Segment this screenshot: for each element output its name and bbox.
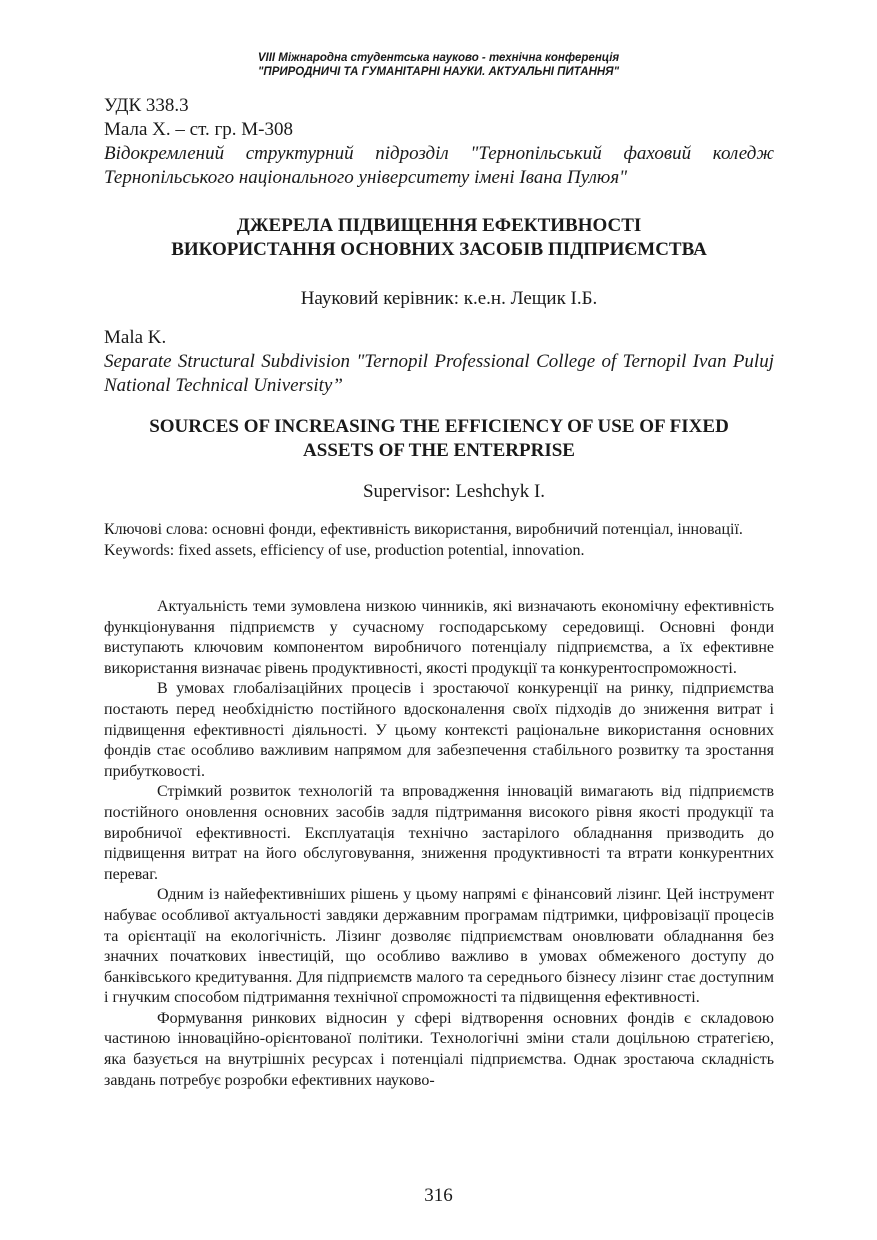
ua-title-line1: ДЖЕРЕЛА ПІДВИЩЕННЯ ЕФЕКТИВНОСТІ [236,215,642,236]
keywords-ua: Ключові слова: основні фонди, ефективність використання, виробничий потенціал, інновації. [104,521,743,538]
body-paragraph-4: Одним із найефективніших рішень у цьому напрямі є фінансовий лізинг. Цей інструмент набуває особливої актуальності завдяки державним програмам підтримки, цифровізації процесів та орієнтації на екологічність. Лізинг дозволяє підприємствам оновлювати обладнання без значних початкових інвестицій, що особливо важливо в умовах обмеженого доступу до банківського кредитування. Для підприємств малого та середнього бізнесу лізинг стає доступним і гнучким способом підтримання технічної спроможності та підвищення ефективності. [104,886,774,1007]
ua-supervisor: Науковий керівник: к.е.н. Лещик І.Б. [300,288,598,309]
body-paragraph-5: Формування ринкових відносин у сфері відтворення основних фондів є складовою частиною інноваційно-орієнтованої політики. Технологічні зміни стали доцільною стратегією, яка базується на внутрішніх ресурсах і потенціалі підприємства. Однак зростаюча складність завдань потребує розробки ефективних науково- [104,1009,774,1089]
en-title-line1: SOURCES OF INCREASING THE EFFICIENCY OF USE OF FIXED [149,416,729,437]
article-body [104,597,774,1091]
en-author: Mala K. [104,327,167,348]
body-paragraph-1: Актуальність теми зумовлена низкою чинників, які визначають економічну ефективність функціонування підприємств у сучасному господарському середовищі. Основні фонди виступають ключовим компонентом виробничого потенціалу підприємства, а їх ефективне використання визначає рівень продуктивності, якості продукції та конкурентоспроможності. [104,598,774,677]
body-paragraph-3: Стрімкий розвиток технологій та впровадження інновацій вимагають від підприємств постійного оновлення основних засобів задля підтримання високого рівня якості продукції та виробничої ефективності. Експлуатація технічно застарілого обладнання призводить до підвищення витрат на його обслуговування, зниження продуктивності та втрати конкурентних переваг. [104,783,774,883]
en-affiliation: Separate Structural Subdivision "Ternopil Professional College of Ternopil Ivan Puluj National Technical University” [104,351,774,396]
ua-title-line2: ВИКОРИСТАННЯ ОСНОВНИХ ЗАСОБІВ ПІДПРИЄМСТВА [171,239,707,260]
body-paragraph-2: В умовах глобалізаційних процесів і зростаючої конкуренції на ринку, підприємства постають перед необхідністю постійного вдосконалення своїх підходів до зниження витрат і підвищення ефективності діяльності. У цьому контексті раціональне використання основних фондів стає особливо важливим напрямом для забезпечення стабільного розвитку та зростання прибутковості. [104,680,774,780]
en-title [104,415,774,463]
page-number: 316 [424,1185,453,1206]
conference-header-line1: VIII Міжнародна студентська науково - технічна конференція [257,52,620,64]
ua-author-block [104,94,774,190]
keywords-en: Keywords: fixed assets, efficiency of use, production potential, innovation. [104,542,585,559]
conference-header-line2: "ПРИРОДНИЧІ ТА ГУМАНІТАРНІ НАУКИ. АКТУАЛЬНІ ПИТАННЯ" [257,66,620,78]
conference-header [0,51,877,79]
en-supervisor: Supervisor: Leshchyk I. [362,481,546,502]
ua-title [104,214,774,262]
en-author-block [104,326,774,398]
en-title-line2: ASSETS OF THE ENTERPRISE [303,440,575,461]
keywords-block [104,519,774,561]
ua-author: Мала Х. – ст. гр. М-308 [104,119,293,140]
ua-affiliation: Відокремлений структурний підрозділ "Тернопільський фаховий коледж Тернопільського національного університету імені Івана Пулюя" [104,143,774,188]
udc-code: УДК 338.3 [104,95,189,116]
